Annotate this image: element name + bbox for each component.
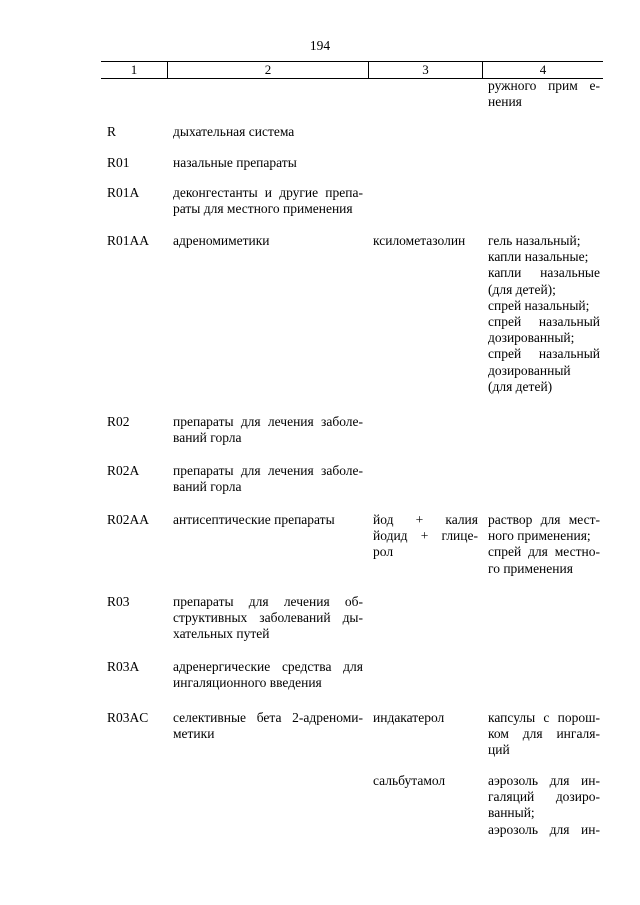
header-col-1: 1: [130, 62, 138, 77]
atc-group-name: [173, 512, 363, 528]
cell-line: ваний горла: [173, 430, 242, 446]
cell-line: капли назальные;: [488, 249, 589, 265]
atc-code: R03: [107, 594, 130, 609]
cell-line: назальные препараты: [173, 155, 297, 170]
cell-line: (для детей): [488, 378, 553, 394]
cell-line: хательных путей: [173, 626, 270, 642]
cell-line: галяций дозиро-: [488, 789, 600, 805]
cell-line: ваний горла: [173, 479, 242, 495]
cell-line: индакатерол: [373, 710, 445, 725]
cell-line: спрей назальный;: [488, 297, 590, 313]
header-col-4: 4: [539, 62, 547, 77]
atc-group-name: [173, 185, 363, 217]
cell-line: спрей для местно-: [488, 544, 600, 560]
cell-line: адренергические средства для: [173, 659, 363, 674]
drug-name: [373, 773, 478, 789]
cell-line: раты для местного применения: [173, 201, 353, 217]
cell-line: йодид + глице-: [373, 528, 478, 544]
atc-code: R02A: [107, 463, 140, 478]
cell-line: аэрозоль для ин-: [488, 773, 600, 788]
cell-line: спрей назальный: [488, 346, 600, 362]
atc-code: R: [107, 124, 117, 139]
cell-line: рол: [373, 544, 394, 560]
atc-group-name: [173, 594, 363, 643]
table-row-continuation-col4: [488, 78, 600, 110]
dosage-forms: [488, 710, 600, 759]
cell-line: дозированный: [488, 362, 571, 378]
page-number: 194: [309, 38, 331, 53]
atc-group-name: [173, 155, 363, 171]
cell-line: ного применения;: [488, 528, 591, 544]
cell-line: капли назальные: [488, 265, 600, 281]
atc-code: R01AA: [107, 233, 150, 248]
cell-line: метики: [173, 726, 215, 742]
cell-line: сальбутамол: [373, 773, 446, 788]
cell-line: препараты для лечения заболе-: [173, 414, 363, 429]
cell-line: спрей назальный: [488, 314, 600, 330]
cell-line: деконгестанты и другие препа-: [173, 185, 363, 200]
cell-line: антисептические препараты: [173, 512, 335, 527]
drug-name: [373, 233, 478, 249]
cell-line: ком для ингаля-: [488, 726, 600, 742]
cell-line: дыхательная система: [173, 124, 295, 139]
atc-group-name: [173, 659, 363, 691]
cell-line: селективные бета 2-адреноми-: [173, 710, 363, 725]
cell-line: ций: [488, 742, 510, 758]
atc-group-name: [173, 463, 363, 495]
atc-code: R02: [107, 414, 130, 429]
dosage-forms: [488, 773, 600, 838]
cell-line: аэрозоль для ин-: [488, 821, 600, 837]
atc-code: R02AA: [107, 512, 150, 527]
cell-line: ингаляционного введения: [173, 675, 322, 691]
atc-group-name: [173, 710, 363, 742]
atc-group-name: [173, 124, 363, 140]
cell-line: раствор для мест-: [488, 512, 600, 527]
atc-code: R03A: [107, 659, 140, 674]
cell-line: йод + калия: [373, 512, 478, 527]
atc-code: R01: [107, 155, 130, 170]
atc-group-name: [173, 414, 363, 446]
cell-line: го применения: [488, 560, 573, 576]
drug-name: [373, 512, 478, 561]
atc-group-name: [173, 233, 363, 249]
header-col-3: 3: [422, 62, 429, 77]
cell-line: гель назальный;: [488, 233, 581, 248]
cell-line: препараты для лечения заболе-: [173, 463, 363, 478]
table-header: [101, 61, 603, 79]
cell-line: нения: [488, 94, 522, 110]
header-col-2: 2: [264, 62, 272, 77]
dosage-forms: [488, 512, 600, 577]
dosage-forms: [488, 233, 600, 395]
cell-line: ружного прим е-: [488, 78, 600, 93]
cell-line: ксилометазолин: [373, 233, 466, 248]
cell-line: капсулы с порош-: [488, 710, 600, 725]
atc-code: R01A: [107, 185, 140, 200]
cell-line: структивных заболеваний ды-: [173, 610, 363, 626]
atc-code: R03AC: [107, 710, 149, 725]
cell-line: ванный;: [488, 805, 535, 821]
cell-line: препараты для лечения об-: [173, 594, 363, 609]
drug-name: [373, 710, 478, 726]
cell-line: дозированный;: [488, 330, 575, 346]
cell-line: (для детей);: [488, 281, 556, 297]
cell-line: адреномиметики: [173, 233, 270, 248]
